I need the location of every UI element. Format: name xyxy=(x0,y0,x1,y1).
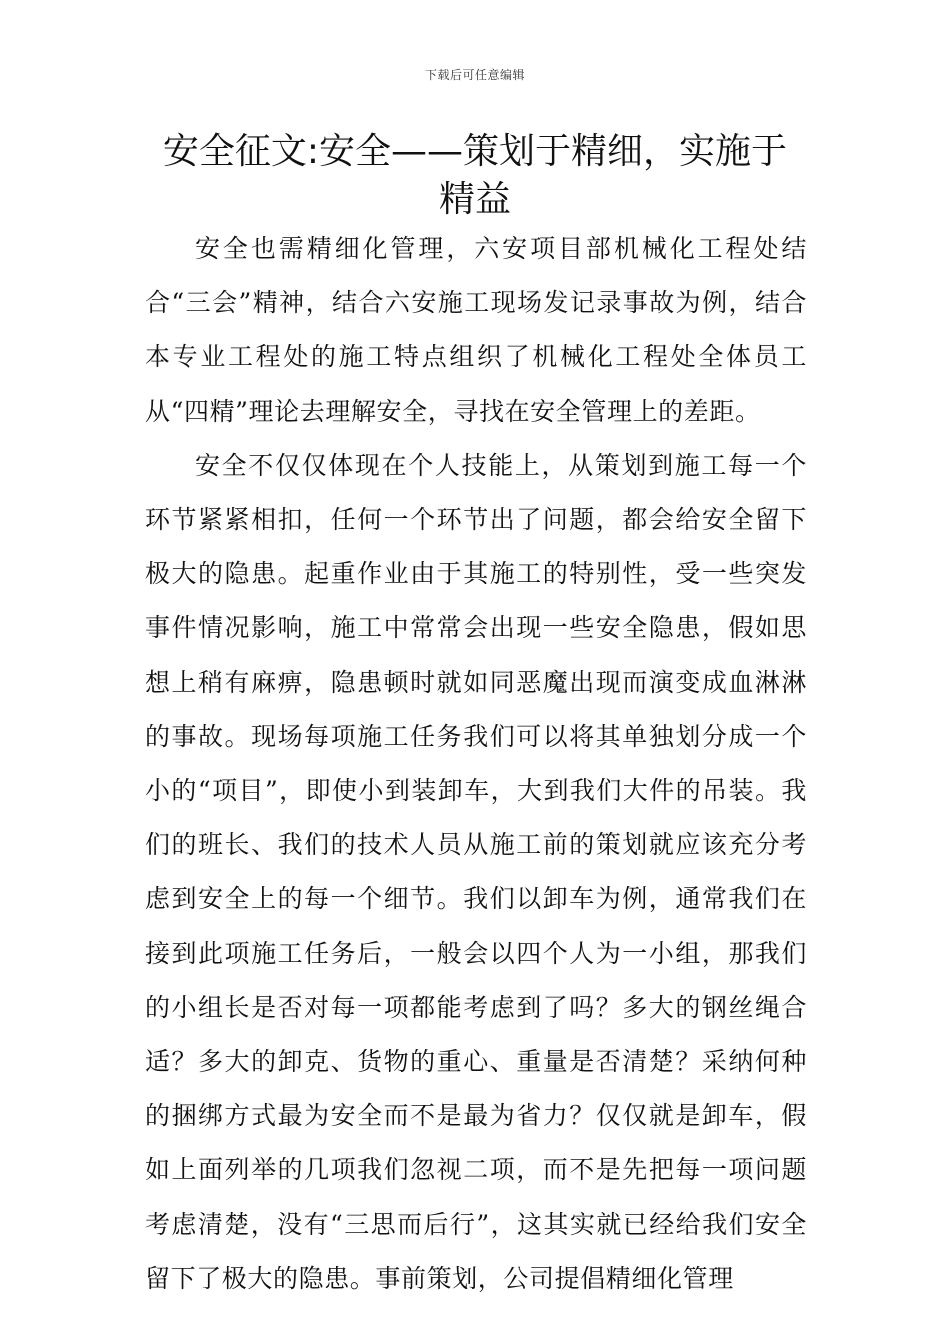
paragraph-2: 安全不仅仅体现在个人技能上，从策划到施工每一个环节紧紧相扣，任何一个环节出了问题，都会给安全留下极大的隐患。起重作业由于其施工的特别性，受一些突发事件情况影响，施工中常常会出现一些安全隐患，假如思想上稍有麻痹，隐患顿时就如同恶魔出现而演变成血淋淋的事故。现场每项施工任务我们可以将其单独划分成一个小的“项目”，即使小到装卸车，大到我们大件的吊装。我们的班长、我们的技术人员从施工前的策划就应该充分考虑到安全上的每一个细节。我们以卸车为例，通常我们在接到此项施工任务后，一般会以四个人为一小组，那我们的小组长是否对每一项都能考虑到了吗？多大的钢丝绳合适？多大的卸克、货物的重心、重量是否清楚？采纳何种的捆绑方式最为安全而不是最为省力？仅仅就是卸车，假如上面列举的几项我们忽视二项，而不是先把每一项问题考虑清楚，没有“三思而后行”，这其实就已经给我们安全留下了极大的隐患。事前策划，公司提倡精细化管理 xyxy=(145,450,807,1293)
paragraph-1: 安全也需精细化管理，六安项目部机械化工程处结合“三会”精神，结合六安施工现场发记录事故为例，结合本专业工程处的施工特点组织了机械化工程处全体员工从“四精”理论去理解安全，寻找在安全管理上的差距。 xyxy=(145,234,807,426)
header-note: 下载后可任意编辑 xyxy=(424,68,525,82)
document-title: 安全征文:安全——策划于精细，实施于精益 xyxy=(162,131,788,220)
document-body xyxy=(145,222,807,1306)
